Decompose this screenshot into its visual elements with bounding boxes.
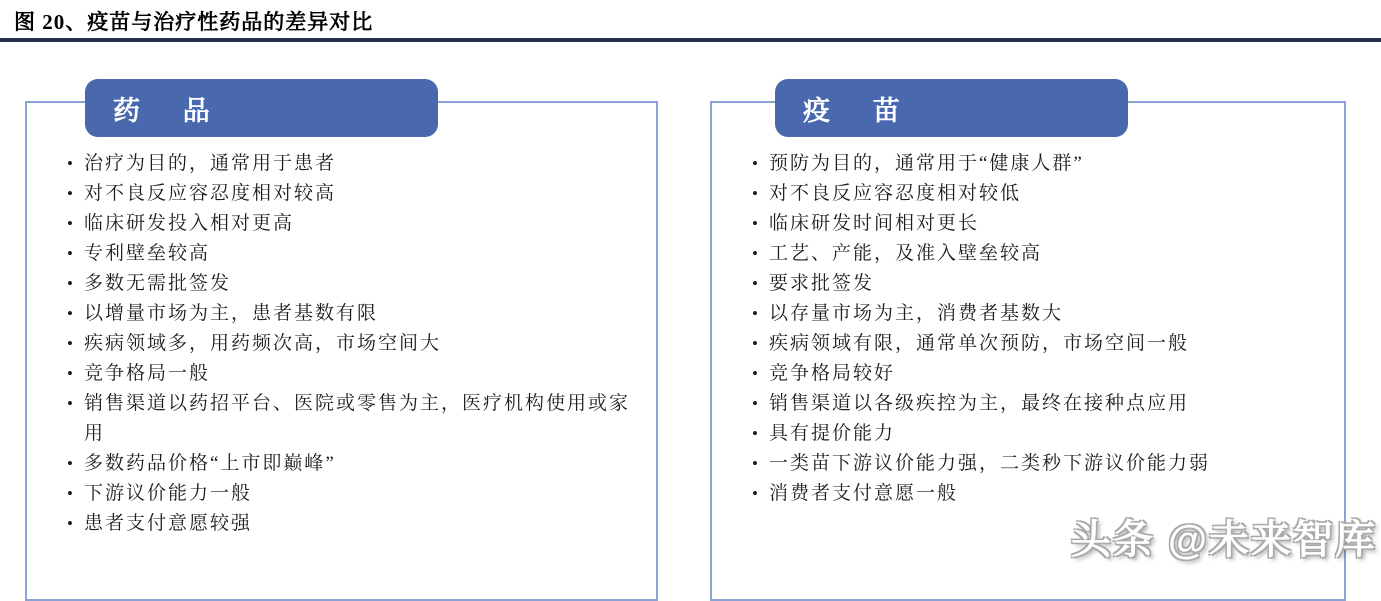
- drug-item-text: 下游议价能力一般: [84, 483, 253, 504]
- bullet-icon: •: [752, 214, 760, 233]
- drug-list-item: [65, 389, 642, 449]
- drug-list-item: [65, 239, 642, 269]
- bullet-icon: •: [67, 214, 75, 233]
- vaccine-item-text: 要求批签发: [769, 273, 875, 294]
- bullet-icon: •: [67, 514, 75, 533]
- drug-list-item: [65, 269, 642, 299]
- vaccine-item-text: 销售渠道以各级疾控为主，最终在接种点应用: [769, 393, 1190, 414]
- drug-item-text: 临床研发投入相对更高: [84, 213, 295, 234]
- bullet-icon: •: [67, 484, 75, 503]
- vaccine-item-text: 工艺、产能，及准入壁垒较高: [769, 243, 1043, 264]
- drug-item-list: [65, 149, 642, 539]
- drug-list-item: [65, 329, 642, 359]
- vaccine-list-item: [750, 359, 1330, 389]
- bullet-icon: •: [67, 244, 75, 263]
- drug-list-item: [65, 479, 642, 509]
- drug-list-item: [65, 299, 642, 329]
- bullet-icon: •: [67, 394, 75, 413]
- vaccine-list-item: [750, 239, 1330, 269]
- bullet-icon: •: [67, 154, 75, 173]
- vaccine-list-item: [750, 269, 1330, 299]
- vaccine-panel-header: 疫 苗: [775, 79, 1128, 137]
- vaccine-list-item: [750, 299, 1330, 329]
- bullet-icon: •: [752, 454, 760, 473]
- vaccine-item-text: 临床研发时间相对更长: [769, 213, 980, 234]
- bullet-icon: •: [67, 334, 75, 353]
- bullet-icon: •: [67, 454, 75, 473]
- drug-list-item: [65, 509, 642, 539]
- watermark: 头条 @未来智库: [1070, 518, 1377, 562]
- drug-item-text: 多数无需批签发: [84, 273, 232, 294]
- vaccine-list-item: [750, 419, 1330, 449]
- vaccine-list-item: [750, 479, 1330, 509]
- bullet-icon: •: [752, 424, 760, 443]
- vaccine-item-list: [750, 149, 1330, 509]
- vaccine-item-text: 一类苗下游议价能力强，二类秒下游议价能力弱: [769, 453, 1211, 474]
- vaccine-item-text: 消费者支付意愿一般: [769, 483, 959, 504]
- drug-item-text: 多数药品价格“上市即巅峰”: [84, 453, 336, 474]
- drug-item-text: 患者支付意愿较强: [84, 513, 253, 534]
- bullet-icon: •: [67, 304, 75, 323]
- vaccine-list-item: [750, 209, 1330, 239]
- drug-list-item: [65, 149, 642, 179]
- drug-item-text: 以增量市场为主，患者基数有限: [84, 303, 379, 324]
- bullet-icon: •: [752, 394, 760, 413]
- drug-list-item: [65, 449, 642, 479]
- bullet-icon: •: [752, 334, 760, 353]
- drug-panel: [25, 95, 658, 601]
- vaccine-item-text: 以存量市场为主，消费者基数大: [769, 303, 1064, 324]
- bullet-icon: •: [752, 364, 760, 383]
- drug-item-text: 销售渠道以药招平台、医院或零售为主，医疗机构使用或家用: [84, 393, 631, 444]
- vaccine-list-item: [750, 449, 1330, 479]
- drug-item-text: 疾病领域多，用药频次高，市场空间大: [84, 333, 442, 354]
- drug-item-text: 对不良反应容忍度相对较高: [84, 183, 337, 204]
- vaccine-item-text: 疾病领域有限，通常单次预防，市场空间一般: [769, 333, 1190, 354]
- drug-item-text: 治疗为目的，通常用于患者: [84, 153, 337, 174]
- drug-list-item: [65, 209, 642, 239]
- bullet-icon: •: [752, 184, 760, 203]
- figure-title: 图 20、疫苗与治疗性药品的差异对比: [14, 10, 374, 34]
- drug-list-item: [65, 359, 642, 389]
- vaccine-item-text: 竞争格局较好: [769, 363, 896, 384]
- bullet-icon: •: [752, 244, 760, 263]
- vaccine-list-item: [750, 179, 1330, 209]
- bullet-icon: •: [67, 274, 75, 293]
- bullet-icon: •: [67, 364, 75, 383]
- title-underline: [0, 38, 1381, 42]
- vaccine-item-text: 对不良反应容忍度相对较低: [769, 183, 1022, 204]
- bullet-icon: •: [752, 154, 760, 173]
- bullet-icon: •: [752, 274, 760, 293]
- bullet-icon: •: [752, 484, 760, 503]
- drug-item-text: 专利壁垒较高: [84, 243, 211, 264]
- vaccine-list-item: [750, 149, 1330, 179]
- bullet-icon: •: [67, 184, 75, 203]
- vaccine-list-item: [750, 329, 1330, 359]
- vaccine-list-item: [750, 389, 1330, 419]
- vaccine-item-text: 预防为目的，通常用于“健康人群”: [769, 153, 1084, 174]
- drug-list-item: [65, 179, 642, 209]
- bullet-icon: •: [752, 304, 760, 323]
- drug-item-text: 竞争格局一般: [84, 363, 211, 384]
- vaccine-item-text: 具有提价能力: [769, 423, 896, 444]
- drug-panel-header: 药 品: [85, 79, 438, 137]
